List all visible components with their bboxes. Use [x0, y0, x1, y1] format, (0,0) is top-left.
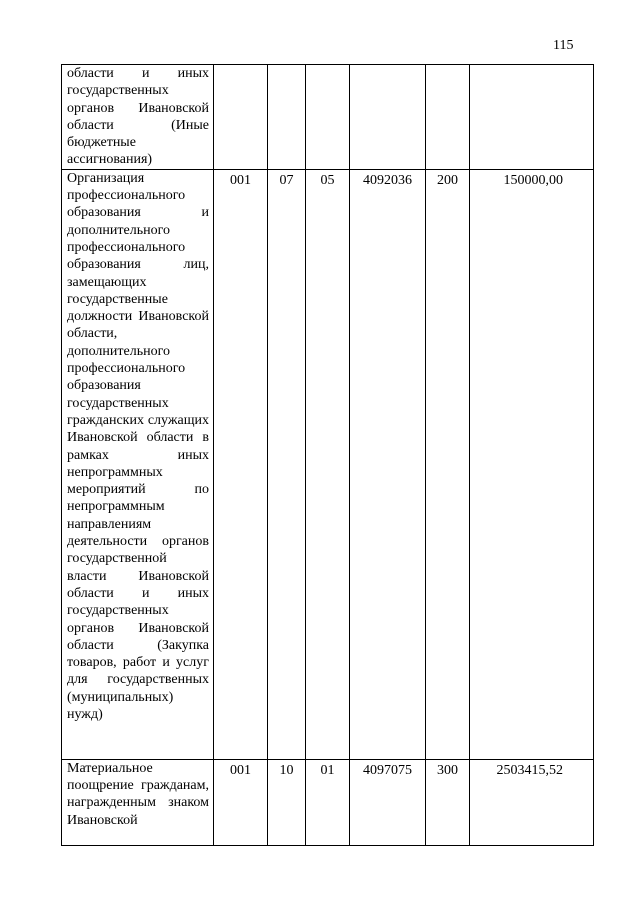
subsection-code-cell: 05 [306, 169, 350, 759]
page-number: 115 [553, 38, 574, 53]
subsection-code-cell: 01 [306, 759, 350, 845]
amount-cell: 150000,00 [470, 169, 594, 759]
expense-kind-cell: 200 [426, 169, 470, 759]
expense-kind-cell: 300 [426, 759, 470, 845]
ministry-code-cell [214, 65, 268, 170]
subsection-code-cell [306, 65, 350, 170]
ministry-code-cell: 001 [214, 169, 268, 759]
expense-name-cell: области и иных государственных органов Ивановской области (Иные бюджетные ассигнования) [62, 65, 214, 170]
ministry-code-cell: 001 [214, 759, 268, 845]
target-article-cell: 4092036 [350, 169, 426, 759]
target-article-cell: 4097075 [350, 759, 426, 845]
expense-name-cell: Организация профессионального образования и дополнительного профессионального образования лиц, замещающих государственные должности Ивановской области, дополнительного профессионального образования государственных гражданских служащих Ивановской области в рамках иных непрограммных мероприятий по непрограммным направлениям деятельности органов государственной власти Ивановской области и иных государственных органов Ивановской области (Закупка товаров, работ и услуг для государственных (муниципальных) нужд) [62, 169, 214, 759]
section-code-cell: 07 [268, 169, 306, 759]
amount-cell: 2503415,52 [470, 759, 594, 845]
budget-table [61, 64, 594, 846]
section-code-cell [268, 65, 306, 170]
table-row [62, 65, 594, 170]
expense-kind-cell [426, 65, 470, 170]
table-row [62, 759, 594, 845]
table-row [62, 169, 594, 759]
expense-name-cell: Материальное поощрение гражданам, награжденным знаком Ивановской [62, 759, 214, 845]
section-code-cell: 10 [268, 759, 306, 845]
target-article-cell [350, 65, 426, 170]
amount-cell [470, 65, 594, 170]
